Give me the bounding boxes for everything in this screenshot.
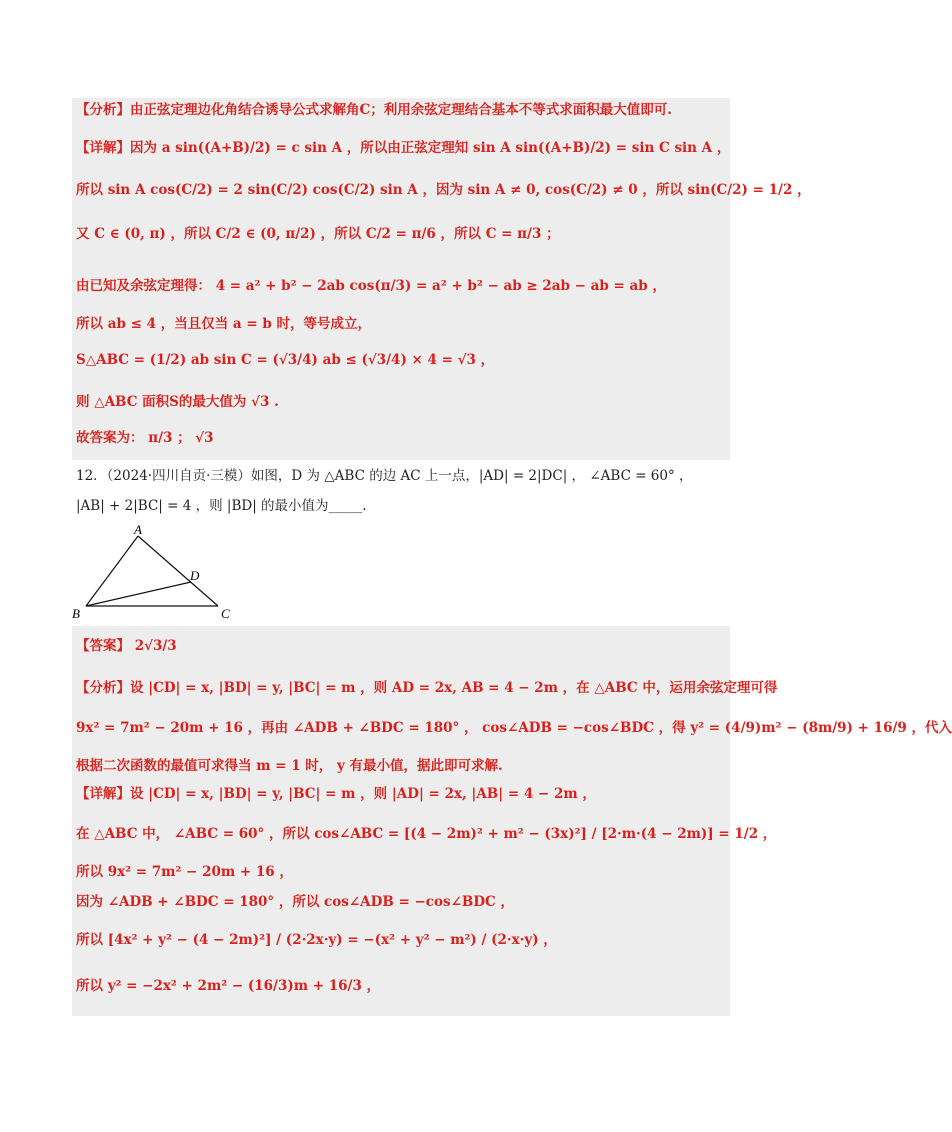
analysis-12-line-2: 9x² = 7m² − 20m + 16 ，再由 ∠ADB + ∠BDC = 180° ， cos∠ADB = −cos∠BDC ，得 y² = (4/9)m² − (8m/9) + 16/9 ，代入 bbox=[76, 720, 952, 736]
answer-12: 【答案】 2√3/3 bbox=[76, 638, 177, 654]
detail-12-line-6: 所以 y² = −2x² + 2m² − (16/3)m + 16/3 ， bbox=[76, 978, 381, 994]
analysis-12-line-1: 【分析】设 |CD| = x, |BD| = y, |BC| = m ，则 AD = 2x, AB = 4 − 2m ，在 △ABC 中，运用余弦定理可得 bbox=[76, 680, 778, 696]
label-c: C bbox=[221, 606, 230, 621]
detail-line-6: S△ABC = (1/2) ab sin C = (√3/4) ab ≤ (√3/4) × 4 = √3 ， bbox=[76, 352, 495, 368]
detail-12-line-2: 在 △ABC 中， ∠ABC = 60° ，所以 cos∠ABC = [(4 − 2m)² + m² − (3x)²] / [2·m·(4 − 2m)] = 1/2 ， bbox=[76, 826, 777, 842]
detail-line-2: 所以 sin A cos(C/2) = 2 sin(C/2) cos(C/2) sin A ，因为 sin A ≠ 0, cos(C/2) ≠ 0 ，所以 sin(C/2) = 1/2 ， bbox=[76, 182, 811, 198]
detail-line-5: 所以 ab ≤ 4 ，当且仅当 a = b 时，等号成立， bbox=[76, 316, 371, 332]
detail-12-line-4: 因为 ∠ADB + ∠BDC = 180° ，所以 cos∠ADB = −cos∠BDC ， bbox=[76, 894, 514, 910]
question-12-line-2: |AB| + 2|BC| = 4 ，则 |BD| 的最小值为_____. bbox=[76, 498, 367, 514]
detail-line-4: 由已知及余弦定理得： 4 = a² + b² − 2ab cos(π/3) = a² + b² − ab ≥ 2ab − ab = ab ， bbox=[76, 278, 666, 294]
detail-line-7: 则 △ABC 面积S的最大值为 √3 . bbox=[76, 394, 279, 410]
analysis-12-line-3: 根据二次函数的最值可求得当 m = 1 时， y 有最小值，据此即可求解. bbox=[76, 758, 503, 774]
side-ac bbox=[138, 536, 218, 606]
answer-line: 故答案为： π/3 ； √3 bbox=[76, 430, 214, 446]
detail-line-1: 【详解】因为 a sin((A+B)/2) = c sin A ，所以由正弦定理知 sin A sin((A+B)/2) = sin C sin A ， bbox=[76, 140, 731, 156]
question-12-line-1: 12．（2024·四川自贡·三模）如图，D 为 △ABC 的边 AC 上一点，|AD| = 2|DC| ， ∠ABC = 60° ， bbox=[76, 468, 693, 484]
label-a: A bbox=[134, 522, 142, 537]
detail-12-line-5: 所以 [4x² + y² − (4 − 2m)²] / (2·2x·y) = −(x² + y² − m²) / (2·x·y) ， bbox=[76, 932, 557, 948]
label-b: B bbox=[72, 606, 80, 621]
triangle-figure bbox=[68, 522, 248, 622]
detail-line-3: 又 C ∈ (0, π) ，所以 C/2 ∈ (0, π/2) ，所以 C/2 = π/6 ，所以 C = π/3 ； bbox=[76, 226, 560, 242]
detail-12-line-1: 【详解】设 |CD| = x, |BD| = y, |BC| = m ，则 |AD| = 2x, |AB| = 4 − 2m ， bbox=[76, 786, 596, 802]
analysis-text: 【分析】由正弦定理边化角结合诱导公式求解角C；利用余弦定理结合基本不等式求面积最大值即可. bbox=[76, 102, 672, 118]
detail-12-line-3: 所以 9x² = 7m² − 20m + 16 ， bbox=[76, 864, 293, 880]
label-d: D bbox=[190, 568, 200, 583]
